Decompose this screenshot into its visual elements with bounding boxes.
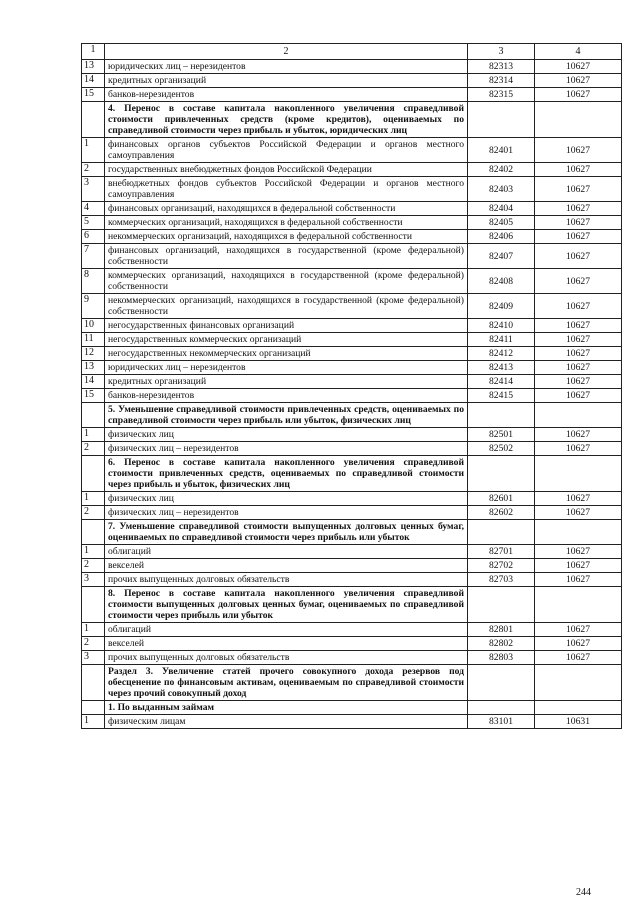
code-value: 10627 (535, 361, 622, 375)
account-number: 83101 (468, 715, 535, 729)
row-number: 2 (82, 506, 105, 520)
header-col-1: 1 (82, 44, 105, 60)
row-number: 1 (82, 428, 105, 442)
row-description: банков-нерезидентов (105, 88, 468, 102)
table-row (82, 88, 622, 102)
row-description: физических лиц (105, 492, 468, 506)
code-value: 10627 (535, 202, 622, 216)
row-description: негосударственных финансовых организаций (105, 319, 468, 333)
account-number: 82313 (468, 60, 535, 74)
row-description: физических лиц – нерезидентов (105, 506, 468, 520)
table-row (82, 506, 622, 520)
table-row (82, 361, 622, 375)
row-number: 4 (82, 202, 105, 216)
account-number (468, 520, 535, 545)
row-description: внебюджетных фондов субъектов Российской Федерации и органов местного самоуправления (105, 177, 468, 202)
code-value: 10627 (535, 573, 622, 587)
account-number: 82409 (468, 294, 535, 319)
row-number: 11 (82, 333, 105, 347)
table-row (82, 230, 622, 244)
row-number: 15 (82, 88, 105, 102)
accounts-table (81, 43, 622, 729)
row-number: 13 (82, 361, 105, 375)
row-number: 3 (82, 177, 105, 202)
row-number: 1 (82, 715, 105, 729)
row-number: 1 (82, 138, 105, 163)
row-description: негосударственных коммерческих организаций (105, 333, 468, 347)
account-number: 82404 (468, 202, 535, 216)
table-row (82, 74, 622, 88)
row-number: 14 (82, 74, 105, 88)
table-row (82, 389, 622, 403)
row-description: 4. Перенос в составе капитала накопленного увеличения справедливой стоимости привлеченных средств (кроме кредитов), оцениваемых по справедливой стоимости через прибыль и убыток, юридических лиц (105, 102, 468, 138)
header-col-3: 3 (468, 44, 535, 60)
account-number (468, 403, 535, 428)
code-value: 10627 (535, 177, 622, 202)
row-number: 6 (82, 230, 105, 244)
code-value (535, 403, 622, 428)
code-value: 10627 (535, 442, 622, 456)
row-description: коммерческих организаций, находящихся в федеральной собственности (105, 216, 468, 230)
account-number: 82405 (468, 216, 535, 230)
code-value: 10627 (535, 216, 622, 230)
table-body (82, 60, 622, 729)
code-value: 10627 (535, 138, 622, 163)
code-value: 10627 (535, 428, 622, 442)
row-description: прочих выпущенных долговых обязательств (105, 651, 468, 665)
row-number: 14 (82, 375, 105, 389)
code-value: 10627 (535, 637, 622, 651)
section-heading-row (82, 102, 622, 138)
account-number: 82802 (468, 637, 535, 651)
row-number (82, 403, 105, 428)
code-value: 10627 (535, 244, 622, 269)
row-description: облигаций (105, 545, 468, 559)
table-row (82, 319, 622, 333)
row-number: 1 (82, 492, 105, 506)
code-value (535, 701, 622, 715)
table-row (82, 573, 622, 587)
row-description: юридических лиц – нерезидентов (105, 60, 468, 74)
account-number: 82702 (468, 559, 535, 573)
row-number: 7 (82, 244, 105, 269)
row-description: кредитных организаций (105, 74, 468, 88)
row-number: 2 (82, 637, 105, 651)
header-col-2: 2 (105, 44, 468, 60)
account-number: 82803 (468, 651, 535, 665)
account-number: 82407 (468, 244, 535, 269)
row-description: банков-нерезидентов (105, 389, 468, 403)
table-row (82, 269, 622, 294)
code-value (535, 456, 622, 492)
row-number: 5 (82, 216, 105, 230)
row-description: 5. Уменьшение справедливой стоимости привлеченных средств, оцениваемых по справедливой стоимости через прибыль или убыток, физических лиц (105, 403, 468, 428)
code-value (535, 665, 622, 701)
table-row (82, 333, 622, 347)
row-number: 3 (82, 651, 105, 665)
row-number (82, 520, 105, 545)
code-value: 10627 (535, 492, 622, 506)
row-description: векселей (105, 559, 468, 573)
account-number: 82402 (468, 163, 535, 177)
table-row (82, 651, 622, 665)
row-description: 6. Перенос в составе капитала накопленного увеличения справедливой стоимости привлеченных средств, оцениваемых по справедливой стоимости через прибыль и убыток, физических лиц (105, 456, 468, 492)
table-row (82, 559, 622, 573)
code-value: 10627 (535, 506, 622, 520)
table-row (82, 492, 622, 506)
account-number: 82701 (468, 545, 535, 559)
row-number (82, 587, 105, 623)
account-number: 82401 (468, 138, 535, 163)
account-number (468, 701, 535, 715)
account-number: 82415 (468, 389, 535, 403)
row-description: финансовых организаций, находящихся в федеральной собственности (105, 202, 468, 216)
row-description: физических лиц (105, 428, 468, 442)
row-description: некоммерческих организаций, находящихся в федеральной собственности (105, 230, 468, 244)
section-heading-row (82, 587, 622, 623)
code-value: 10627 (535, 60, 622, 74)
account-number: 82314 (468, 74, 535, 88)
table-row (82, 715, 622, 729)
row-number: 13 (82, 60, 105, 74)
table-row (82, 163, 622, 177)
code-value: 10627 (535, 375, 622, 389)
account-number: 82501 (468, 428, 535, 442)
row-description: Раздел 3. Увеличение статей прочего совокупного дохода резервов под обесценение по финансовым активам, оцениваемым по справедливой стоимости через прочий совокупный доход (105, 665, 468, 701)
section-heading-row (82, 403, 622, 428)
account-number: 82703 (468, 573, 535, 587)
table-row (82, 545, 622, 559)
code-value: 10627 (535, 347, 622, 361)
table-row (82, 60, 622, 74)
account-number: 82413 (468, 361, 535, 375)
table-row (82, 216, 622, 230)
section-heading-row (82, 456, 622, 492)
code-value: 10627 (535, 389, 622, 403)
row-number: 2 (82, 442, 105, 456)
code-value: 10627 (535, 651, 622, 665)
section-heading-row (82, 665, 622, 701)
row-description: финансовых органов субъектов Российской Федерации и органов местного самоуправления (105, 138, 468, 163)
table-row (82, 294, 622, 319)
row-description: физических лиц – нерезидентов (105, 442, 468, 456)
code-value: 10627 (535, 88, 622, 102)
row-number: 2 (82, 163, 105, 177)
row-number (82, 102, 105, 138)
account-number: 82601 (468, 492, 535, 506)
row-number: 8 (82, 269, 105, 294)
account-number: 82412 (468, 347, 535, 361)
account-number: 82403 (468, 177, 535, 202)
table-row (82, 202, 622, 216)
row-number: 12 (82, 347, 105, 361)
section-heading-row (82, 520, 622, 545)
row-number: 10 (82, 319, 105, 333)
code-value: 10627 (535, 163, 622, 177)
row-number (82, 456, 105, 492)
header-col-4: 4 (535, 44, 622, 60)
row-number (82, 665, 105, 701)
code-value: 10627 (535, 319, 622, 333)
table-row (82, 623, 622, 637)
row-description: векселей (105, 637, 468, 651)
row-number: 2 (82, 559, 105, 573)
row-description: прочих выпущенных долговых обязательств (105, 573, 468, 587)
account-number: 82414 (468, 375, 535, 389)
page-number: 244 (576, 887, 591, 898)
table-row (82, 177, 622, 202)
account-number (468, 665, 535, 701)
code-value (535, 520, 622, 545)
account-number: 82406 (468, 230, 535, 244)
code-value: 10627 (535, 230, 622, 244)
row-description: 8. Перенос в составе капитала накопленного увеличения справедливой стоимости выпущенных долговых ценных бумаг, оцениваемых по справедливой стоимости через прибыль или убыток (105, 587, 468, 623)
code-value (535, 102, 622, 138)
code-value: 10627 (535, 623, 622, 637)
code-value: 10627 (535, 269, 622, 294)
account-number: 82801 (468, 623, 535, 637)
table-row (82, 347, 622, 361)
row-description: негосударственных некоммерческих организаций (105, 347, 468, 361)
code-value: 10627 (535, 333, 622, 347)
row-description: облигаций (105, 623, 468, 637)
code-value: 10631 (535, 715, 622, 729)
row-description: 7. Уменьшение справедливой стоимости выпущенных долговых ценных бумаг, оцениваемых по справедливой стоимости через прибыль или убыток (105, 520, 468, 545)
account-number: 82411 (468, 333, 535, 347)
row-description: государственных внебюджетных фондов Российской Федерации (105, 163, 468, 177)
row-number (82, 701, 105, 715)
row-description: 1. По выданным займам (105, 701, 468, 715)
section-heading-row (82, 701, 622, 715)
table-row (82, 244, 622, 269)
table-row (82, 375, 622, 389)
account-number (468, 587, 535, 623)
account-number: 82602 (468, 506, 535, 520)
row-description: финансовых организаций, находящихся в государственной (кроме федеральной) собственности (105, 244, 468, 269)
row-number: 1 (82, 623, 105, 637)
row-description: физическим лицам (105, 715, 468, 729)
row-description: кредитных организаций (105, 375, 468, 389)
table-row (82, 428, 622, 442)
code-value: 10627 (535, 545, 622, 559)
row-number: 3 (82, 573, 105, 587)
table-row (82, 637, 622, 651)
code-value: 10627 (535, 559, 622, 573)
row-description: некоммерческих организаций, находящихся в государственной (кроме федеральной) собственности (105, 294, 468, 319)
code-value: 10627 (535, 74, 622, 88)
account-number (468, 456, 535, 492)
row-description: юридических лиц – нерезидентов (105, 361, 468, 375)
account-number: 82502 (468, 442, 535, 456)
account-number: 82315 (468, 88, 535, 102)
row-number: 9 (82, 294, 105, 319)
table-row (82, 138, 622, 163)
row-description: коммерческих организаций, находящихся в государственной (кроме федеральной) собственности (105, 269, 468, 294)
account-number: 82410 (468, 319, 535, 333)
row-number: 1 (82, 545, 105, 559)
table-header-row (82, 44, 622, 60)
account-number (468, 102, 535, 138)
code-value: 10627 (535, 294, 622, 319)
code-value (535, 587, 622, 623)
row-number: 15 (82, 389, 105, 403)
account-number: 82408 (468, 269, 535, 294)
table-row (82, 442, 622, 456)
